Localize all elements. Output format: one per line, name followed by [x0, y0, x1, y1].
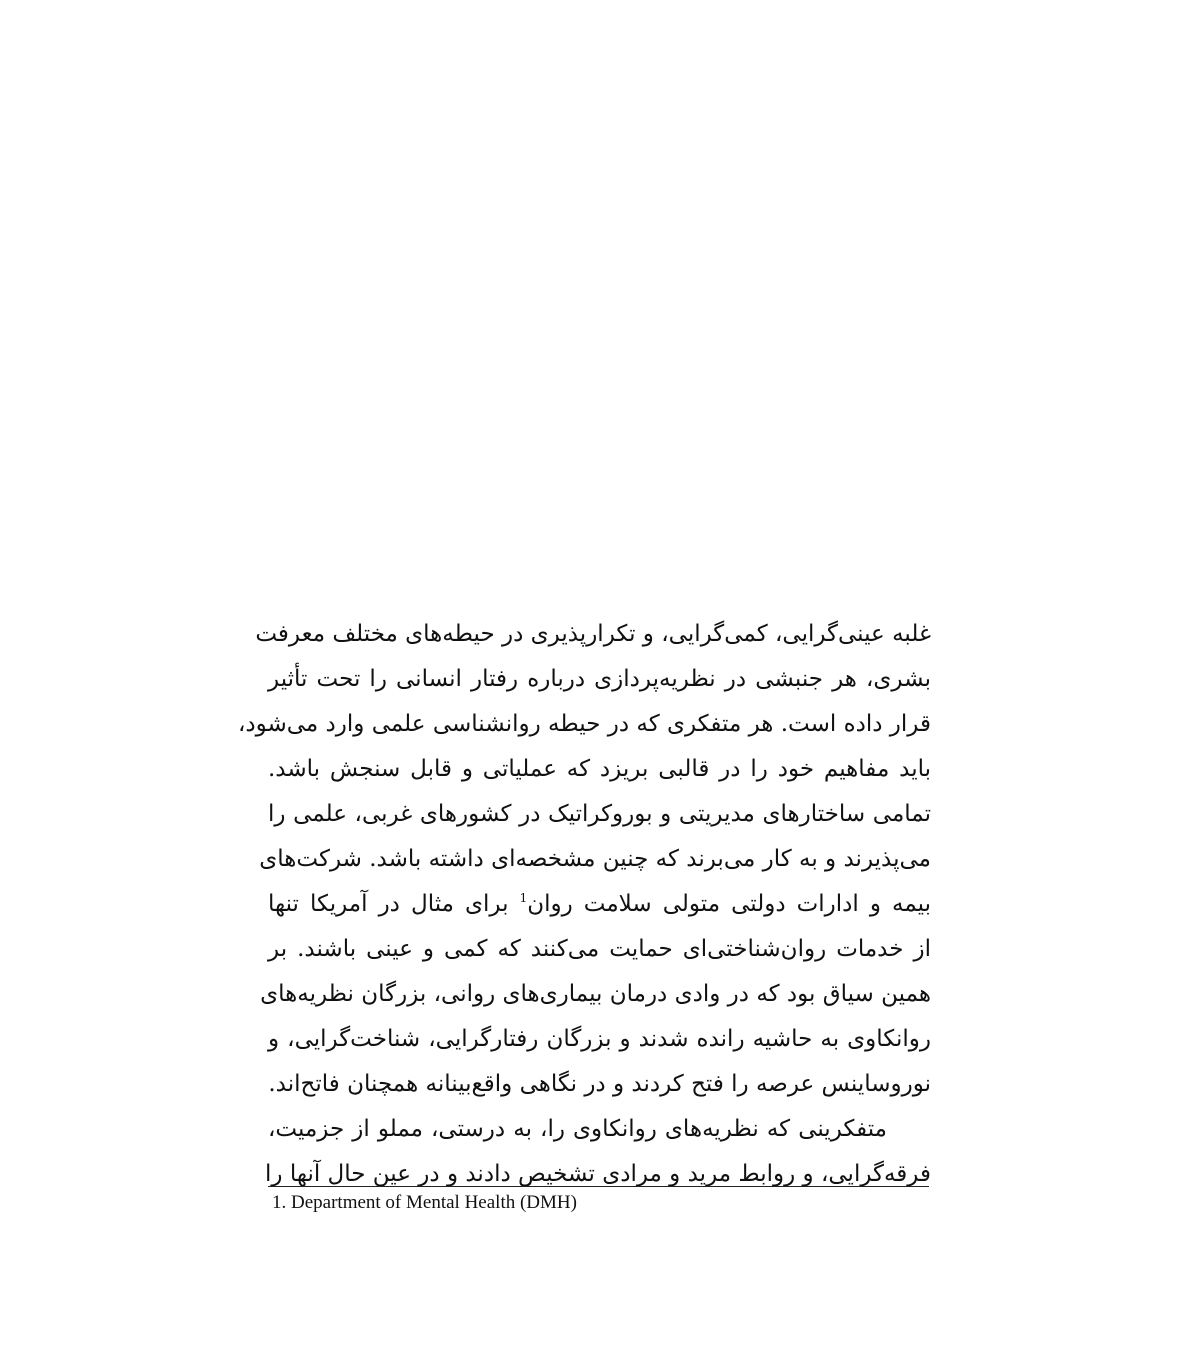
text-segment: برای مثال در آمریکا تنها [268, 891, 520, 917]
text-line: فرقه‌گرایی، و روابط مرید و مرادی تشخیص دادند و در عین حال آنها را [265, 1161, 931, 1187]
footnote-divider [268, 1186, 929, 1187]
body-text [237, 612, 931, 1197]
text-line: تمامی ساختارهای مدیریتی و بوروکراتیک در کشورهای غربی، علمی را [268, 801, 931, 827]
text-line: بشری، هر جنبشی در نظریه‌پردازی درباره رفتار انسانی را تحت تأثیر [268, 666, 931, 692]
text-line: همین سیاق بود که در وادی درمان بیماری‌های روانی، بزرگان نظریه‌های [260, 981, 931, 1007]
text-line: باید مفاهیم خود را در قالبی بریزد که عملیاتی و قابل سنجش باشد. [268, 756, 931, 782]
text-line: می‌پذیرند و به کار می‌برند که چنین مشخصه‌ای داشته باشد. شرکت‌های [259, 846, 931, 872]
text-line-with-footnote-ref [268, 882, 931, 927]
text-line: متفکرینی که نظریه‌های روانکاوی را، به درستی، مملو از جزمیت، [268, 1116, 887, 1142]
text-line: غلبه عینی‌گرایی، کمی‌گرایی، و تکرارپذیری در حیطه‌های مختلف معرفت [255, 621, 931, 647]
footnote-text: 1. Department of Mental Health (DMH) [272, 1192, 577, 1213]
text-line: از خدمات روان‌شناختی‌ای حمایت می‌کنند که کمی و عینی باشند. بر [268, 936, 931, 962]
text-line: روانکاوی به حاشیه رانده شدند و بزرگان رفتارگرایی، شناخت‌گرایی، و [268, 1026, 931, 1052]
paragraph-last-line: نوروساینس عرصه را فتح کردند و در نگاهی واقع‌بینانه همچنان فاتح‌اند. [268, 1071, 931, 1097]
text-line: قرار داده است. هر متفکری که در حیطه روانشناسی علمی وارد می‌شود، [237, 711, 931, 737]
footnote-reference[interactable]: 1 [519, 891, 528, 905]
text-segment: بیمه و ادارات دولتی متولی سلامت روان [527, 891, 931, 917]
